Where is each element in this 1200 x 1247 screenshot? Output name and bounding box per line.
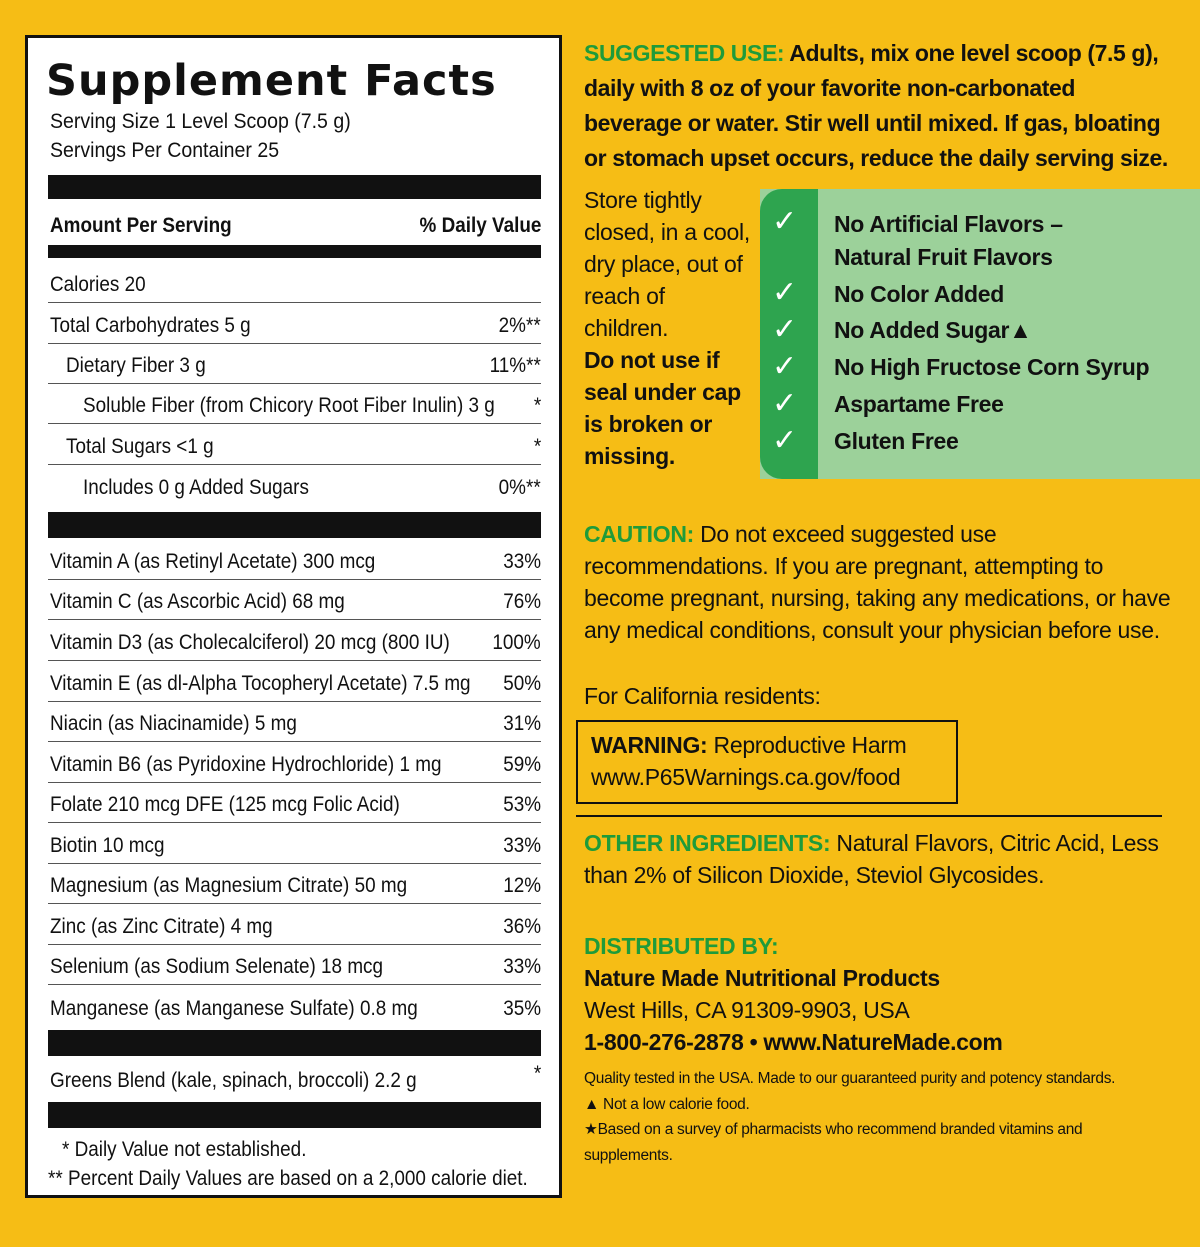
- survey-note: ★Based on a survey of pharmacists who recommend branded vitamins and supplements.: [584, 1121, 1083, 1164]
- caution-label: CAUTION:: [584, 521, 695, 547]
- suggested-use: [584, 36, 1174, 176]
- nutrient-row: [48, 945, 541, 985]
- blend-name: Greens Blend (kale, spinach, broccoli) 2.2 g: [50, 1069, 417, 1092]
- claim-item: No High Fructose Corn Syrup: [834, 354, 1150, 380]
- footnote-percent: ** Percent Daily Values are based on a 2,000 calorie diet.: [48, 1167, 528, 1190]
- blend-row: [48, 1056, 541, 1098]
- nutrient-row: [48, 620, 541, 661]
- section-divider: [576, 815, 1162, 817]
- nutrient-name: Vitamin D3 (as Cholecalciferol) 20 mcg (800 IU): [50, 631, 450, 654]
- nutrient-row: [48, 783, 541, 823]
- warning-url: www.P65Warnings.ca.gov/food: [591, 764, 901, 790]
- warning-text: Reproductive Harm: [707, 732, 907, 758]
- thick-divider: [48, 1030, 541, 1056]
- nutrient-row: [48, 904, 541, 945]
- nutrient-name: Soluble Fiber (from Chicory Root Fiber Inulin) 3 g: [83, 394, 495, 417]
- nutrient-row: [48, 384, 541, 424]
- nutrient-dv: 11%**: [489, 354, 541, 377]
- nutrient-dv: 0%**: [498, 476, 541, 499]
- nutrient-row: [48, 465, 541, 505]
- nutrient-row: [48, 344, 541, 384]
- nutrient-name: Includes 0 g Added Sugars: [83, 476, 309, 499]
- amount-header-row: [48, 199, 541, 243]
- claim-item: No Added Sugar▲: [834, 317, 1032, 343]
- nutrient-dv: 33%: [503, 834, 541, 857]
- nutrient-name: Total Sugars <1 g: [66, 435, 214, 458]
- nutrient-dv: 36%: [503, 915, 541, 938]
- distributor-address: West Hills, CA 91309-9903, USA: [584, 997, 910, 1023]
- fine-print: [584, 1066, 1144, 1168]
- nutrient-name: Vitamin A (as Retinyl Acetate) 300 mcg: [50, 550, 376, 573]
- checkmark-icon: ✓: [772, 204, 798, 239]
- checkmark-icon: ✓: [772, 423, 798, 458]
- supplement-facts-title: Supplement Facts: [46, 56, 497, 106]
- nutrient-dv: 12%: [503, 874, 541, 897]
- distributor-contact: 1-800-276-2878 • www.NatureMade.com: [584, 1029, 1003, 1055]
- supplement-facts-panel: [25, 35, 562, 1198]
- storage-instructions: [584, 184, 754, 472]
- nutrient-dv: *: [533, 435, 541, 458]
- thick-divider: [48, 512, 541, 538]
- nutrient-name: Dietary Fiber 3 g: [66, 354, 206, 377]
- nutrient-row: [48, 424, 541, 465]
- california-intro: For California residents:: [584, 683, 821, 709]
- thick-divider: [48, 175, 541, 199]
- storage-text: Store tightly closed, in a cool, dry place, out of reach of children.: [584, 187, 750, 341]
- distributor: [584, 930, 1003, 1058]
- nutrient-row: [48, 580, 541, 620]
- nutrient-name: Biotin 10 mcg: [50, 834, 165, 857]
- checkmark-icon: ✓: [772, 312, 798, 347]
- quality-statement: Quality tested in the USA. Made to our guaranteed purity and potency standards.: [584, 1070, 1116, 1087]
- nutrient-row: [48, 702, 541, 742]
- prop65-warning-box: [576, 720, 958, 804]
- nutrient-name: Zinc (as Zinc Citrate) 4 mg: [50, 915, 273, 938]
- nutrient-row: [48, 661, 541, 702]
- thick-divider: [48, 1102, 541, 1128]
- nutrient-dv: 76%: [503, 590, 541, 613]
- other-ingredients-text: Natural Flavors, Citric Acid, Less than 2% of Silicon Dioxide, Steviol Glycosides.: [584, 830, 1159, 888]
- distributed-by-label: DISTRIBUTED BY:: [584, 933, 779, 959]
- warning-line: [591, 732, 907, 759]
- nutrient-row: [48, 985, 541, 1026]
- nutrient-dv: 100%: [492, 631, 541, 654]
- servings-per-container: Servings Per Container 25: [50, 139, 280, 162]
- nutrient-name: Folate 210 mcg DFE (125 mcg Folic Acid): [50, 793, 400, 816]
- nutrient-dv: 35%: [503, 997, 541, 1020]
- nutrient-name: Total Carbohydrates 5 g: [50, 314, 251, 337]
- checkmark-icon: ✓: [772, 386, 798, 421]
- nutrient-row: [48, 742, 541, 783]
- nutrient-row: [48, 823, 541, 864]
- amount-per-serving-label: Amount Per Serving: [50, 214, 232, 237]
- nutrient-name: Vitamin E (as dl-Alpha Tocopheryl Acetate) 7.5 mg: [50, 672, 471, 695]
- claim-item: No Artificial Flavors –: [834, 211, 1063, 237]
- calories-row: [48, 258, 541, 303]
- daily-value-label: % Daily Value: [419, 214, 541, 237]
- checkmark-icon: ✓: [772, 349, 798, 384]
- nutrient-name: Niacin (as Niacinamide) 5 mg: [50, 712, 297, 735]
- claims-box: [760, 189, 1200, 479]
- claim-item: Aspartame Free: [834, 391, 1004, 417]
- nutrient-name: Selenium (as Sodium Selenate) 18 mcg: [50, 955, 384, 978]
- nutrient-row: [48, 538, 541, 580]
- nutrient-row: [48, 864, 541, 904]
- other-ingredients: [584, 827, 1184, 891]
- warning-label: WARNING:: [591, 732, 708, 758]
- caution-text: Do not exceed suggested use recommendations. If you are pregnant, attempting to become pregnant, nursing, taking any medications, or have any medical conditions, consult your physician before use.: [584, 521, 1171, 643]
- claim-item: Gluten Free: [834, 428, 959, 454]
- nutrient-dv: 33%: [503, 550, 541, 573]
- footnote-daily-value: * Daily Value not established.: [62, 1138, 307, 1161]
- nutrient-name: Vitamin B6 (as Pyridoxine Hydrochloride) 1 mg: [50, 753, 442, 776]
- nutrient-dv: 31%: [503, 712, 541, 735]
- nutrient-dv: 33%: [503, 955, 541, 978]
- blend-dv: *: [533, 1062, 541, 1085]
- medium-divider: [48, 245, 541, 258]
- nutrient-name: Manganese (as Manganese Sulfate) 0.8 mg: [50, 997, 418, 1020]
- nutrient-name: Magnesium (as Magnesium Citrate) 50 mg: [50, 874, 408, 897]
- nutrient-dv: 53%: [503, 793, 541, 816]
- claim-item: No Color Added: [834, 281, 1004, 307]
- suggested-use-text: Adults, mix one level scoop (7.5 g), daily with 8 oz of your favorite non-carbonated beverage or water. Stir well until mixed. If gas, bloating or stomach upset occurs, reduce the daily serving size.: [584, 40, 1168, 171]
- caution: [584, 518, 1184, 646]
- nutrient-dv: *: [533, 394, 541, 417]
- distributor-name: Nature Made Nutritional Products: [584, 965, 940, 991]
- serving-size: Serving Size 1 Level Scoop (7.5 g): [50, 110, 351, 133]
- seal-warning: Do not use if seal under cap is broken or missing.: [584, 347, 741, 469]
- calories-label: Calories 20: [50, 273, 146, 296]
- nutrient-row: [48, 303, 541, 344]
- claim-item: Natural Fruit Flavors: [834, 244, 1053, 270]
- nutrient-dv: 50%: [503, 672, 541, 695]
- other-ingredients-label: OTHER INGREDIENTS:: [584, 830, 831, 856]
- nutrient-dv: 2%**: [498, 314, 541, 337]
- suggested-use-label: SUGGESTED USE:: [584, 40, 785, 66]
- checkmark-icon: ✓: [772, 275, 798, 310]
- low-calorie-note: ▲ Not a low calorie food.: [584, 1095, 750, 1113]
- nutrient-dv: 59%: [503, 753, 541, 776]
- nutrient-name: Vitamin C (as Ascorbic Acid) 68 mg: [50, 590, 345, 613]
